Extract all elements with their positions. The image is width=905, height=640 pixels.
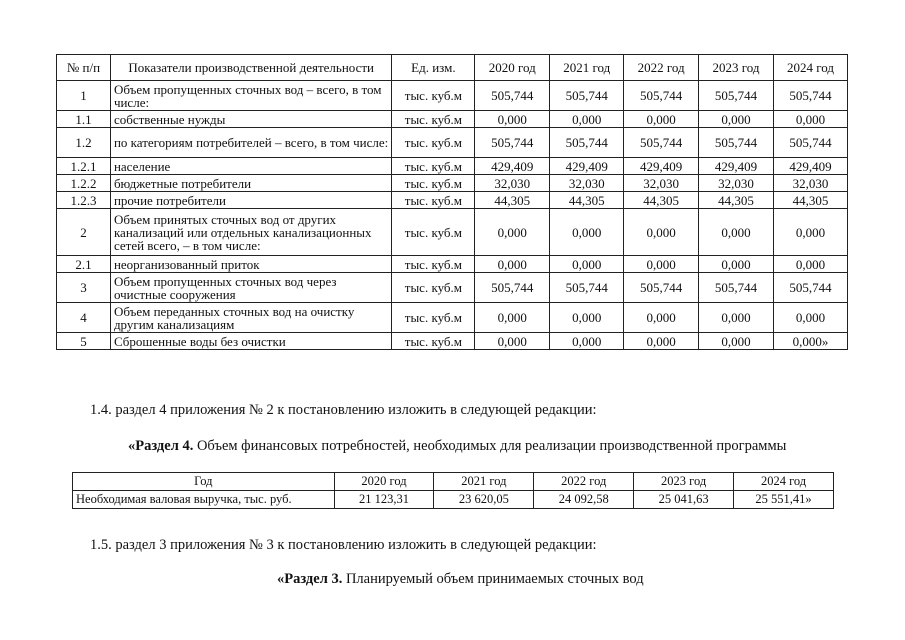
table-row — [57, 333, 848, 350]
row-number: 5 — [57, 333, 111, 350]
row-value-2024: 505,744 — [774, 81, 848, 111]
header-2022: 2022 год — [534, 473, 634, 491]
row-value-2020: 0,000 — [475, 333, 550, 350]
row-value-2022: 0,000 — [624, 256, 699, 273]
row-value-2023: 429,409 — [699, 158, 774, 175]
row-unit: тыс. куб.м — [392, 256, 475, 273]
section-4-label: «Раздел 4. — [128, 438, 194, 454]
table-row — [57, 273, 848, 303]
row-value-2021: 0,000 — [550, 209, 624, 256]
header-2024: 2024 год — [774, 55, 848, 81]
row-value-2020: 0,000 — [475, 256, 550, 273]
table-row — [57, 111, 848, 128]
row-value-2024: 44,305 — [774, 192, 848, 209]
header-2023: 2023 год — [634, 473, 734, 491]
row-value-2020: 44,305 — [475, 192, 550, 209]
header-unit: Ед. изм. — [392, 55, 475, 81]
table-header-row — [57, 55, 848, 81]
row-indicator: Сброшенные воды без очистки — [110, 333, 392, 350]
row-value-2023: 505,744 — [699, 273, 774, 303]
paragraph-1-5: 1.5. раздел 3 приложения № 3 к постановлению изложить в следующей редакции: — [90, 537, 597, 553]
row-value-2022: 505,744 — [624, 81, 699, 111]
row-value-2024: 32,030 — [774, 175, 848, 192]
section-4-text: Объем финансовых потребностей, необходимых для реализации производственной программы — [193, 438, 787, 454]
row-value-2020: 32,030 — [475, 175, 550, 192]
row-number: 2 — [57, 209, 111, 256]
row-value-2023: 505,744 — [699, 128, 774, 158]
row-value-2020: 505,744 — [475, 273, 550, 303]
header-2021: 2021 год — [550, 55, 624, 81]
row-value-2024: 0,000 — [774, 256, 848, 273]
row-value-2022: 429,409 — [624, 158, 699, 175]
table-row — [57, 192, 848, 209]
row-value-2024: 505,744 — [774, 128, 848, 158]
row-value-2022: 505,744 — [624, 128, 699, 158]
revenue-2020: 21 123,31 — [334, 491, 434, 509]
header-2024: 2024 год — [734, 473, 834, 491]
row-unit: тыс. куб.м — [392, 273, 475, 303]
revenue-2021: 23 620,05 — [434, 491, 534, 509]
row-value-2022: 0,000 — [624, 111, 699, 128]
row-value-2023: 32,030 — [699, 175, 774, 192]
row-value-2021: 44,305 — [550, 192, 624, 209]
row-value-2020: 0,000 — [475, 209, 550, 256]
header-2023: 2023 год — [699, 55, 774, 81]
row-value-2022: 32,030 — [624, 175, 699, 192]
row-number: 1.2.3 — [57, 192, 111, 209]
section-3-title — [277, 571, 644, 588]
header-2020: 2020 год — [475, 55, 550, 81]
row-unit: тыс. куб.м — [392, 111, 475, 128]
row-value-2021: 0,000 — [550, 303, 624, 333]
row-value-2021: 505,744 — [550, 273, 624, 303]
production-indicators-table — [56, 54, 848, 350]
revenue-label: Необходимая валовая выручка, тыс. руб. — [73, 491, 335, 509]
row-number: 1 — [57, 81, 111, 111]
row-indicator: население — [110, 158, 392, 175]
row-value-2021: 505,744 — [550, 81, 624, 111]
financial-needs-table — [72, 472, 834, 509]
table-row — [57, 128, 848, 158]
paragraph-1-4: 1.4. раздел 4 приложения № 2 к постановлению изложить в следующей редакции: — [90, 402, 597, 418]
row-value-2020: 0,000 — [475, 303, 550, 333]
row-indicator: Объем пропущенных сточных вод – всего, в том числе: — [110, 81, 392, 111]
row-number: 2.1 — [57, 256, 111, 273]
header-2020: 2020 год — [334, 473, 434, 491]
row-indicator: по категориям потребителей – всего, в том числе: — [110, 128, 392, 158]
row-indicator: прочие потребители — [110, 192, 392, 209]
row-indicator: неорганизованный приток — [110, 256, 392, 273]
row-number: 1.2.1 — [57, 158, 111, 175]
row-unit: тыс. куб.м — [392, 303, 475, 333]
row-value-2021: 0,000 — [550, 256, 624, 273]
row-indicator: Объем пропущенных сточных вод через очистные сооружения — [110, 273, 392, 303]
row-value-2022: 0,000 — [624, 333, 699, 350]
row-value-2024: 0,000 — [774, 111, 848, 128]
revenue-2022: 24 092,58 — [534, 491, 634, 509]
row-value-2024: 0,000» — [774, 333, 848, 350]
section-3-label: «Раздел 3. — [277, 571, 343, 587]
row-value-2020: 0,000 — [475, 111, 550, 128]
row-value-2023: 0,000 — [699, 333, 774, 350]
row-value-2023: 0,000 — [699, 256, 774, 273]
section-3-text: Планируемый объем принимаемых сточных вод — [342, 571, 644, 587]
row-indicator: Объем переданных сточных вод на очистку другим канализациям — [110, 303, 392, 333]
row-number: 1.2.2 — [57, 175, 111, 192]
row-value-2023: 44,305 — [699, 192, 774, 209]
row-number: 3 — [57, 273, 111, 303]
row-value-2020: 505,744 — [475, 81, 550, 111]
table-row — [57, 158, 848, 175]
row-indicator: бюджетные потребители — [110, 175, 392, 192]
row-value-2024: 505,744 — [774, 273, 848, 303]
row-value-2020: 505,744 — [475, 128, 550, 158]
row-value-2023: 505,744 — [699, 81, 774, 111]
table-row — [57, 303, 848, 333]
row-value-2023: 0,000 — [699, 303, 774, 333]
table-row — [57, 175, 848, 192]
row-value-2024: 0,000 — [774, 303, 848, 333]
section-4-title — [128, 438, 786, 455]
header-indicator: Показатели производственной деятельности — [110, 55, 392, 81]
table-header-row — [73, 473, 834, 491]
row-indicator: собственные нужды — [110, 111, 392, 128]
row-value-2021: 32,030 — [550, 175, 624, 192]
row-unit: тыс. куб.м — [392, 333, 475, 350]
row-unit: тыс. куб.м — [392, 158, 475, 175]
row-value-2022: 44,305 — [624, 192, 699, 209]
revenue-2023: 25 041,63 — [634, 491, 734, 509]
table-row — [57, 256, 848, 273]
row-value-2023: 0,000 — [699, 209, 774, 256]
revenue-2024: 25 551,41» — [734, 491, 834, 509]
row-value-2020: 429,409 — [475, 158, 550, 175]
header-2021: 2021 год — [434, 473, 534, 491]
table-row — [73, 491, 834, 509]
header-num: № п/п — [57, 55, 111, 81]
row-unit: тыс. куб.м — [392, 128, 475, 158]
row-value-2022: 0,000 — [624, 209, 699, 256]
header-2022: 2022 год — [624, 55, 699, 81]
row-unit: тыс. куб.м — [392, 175, 475, 192]
row-value-2022: 505,744 — [624, 273, 699, 303]
row-indicator: Объем принятых сточных вод от других канализаций или отдельных канализационных сетей всего, – в том числе: — [110, 209, 392, 256]
table-row — [57, 209, 848, 256]
row-value-2022: 0,000 — [624, 303, 699, 333]
row-value-2021: 429,409 — [550, 158, 624, 175]
row-value-2021: 0,000 — [550, 333, 624, 350]
row-value-2021: 505,744 — [550, 128, 624, 158]
row-value-2023: 0,000 — [699, 111, 774, 128]
row-unit: тыс. куб.м — [392, 81, 475, 111]
row-value-2021: 0,000 — [550, 111, 624, 128]
row-unit: тыс. куб.м — [392, 209, 475, 256]
row-value-2024: 0,000 — [774, 209, 848, 256]
row-number: 4 — [57, 303, 111, 333]
row-unit: тыс. куб.м — [392, 192, 475, 209]
table-row — [57, 81, 848, 111]
row-number: 1.1 — [57, 111, 111, 128]
row-value-2024: 429,409 — [774, 158, 848, 175]
header-year: Год — [73, 473, 335, 491]
row-number: 1.2 — [57, 128, 111, 158]
